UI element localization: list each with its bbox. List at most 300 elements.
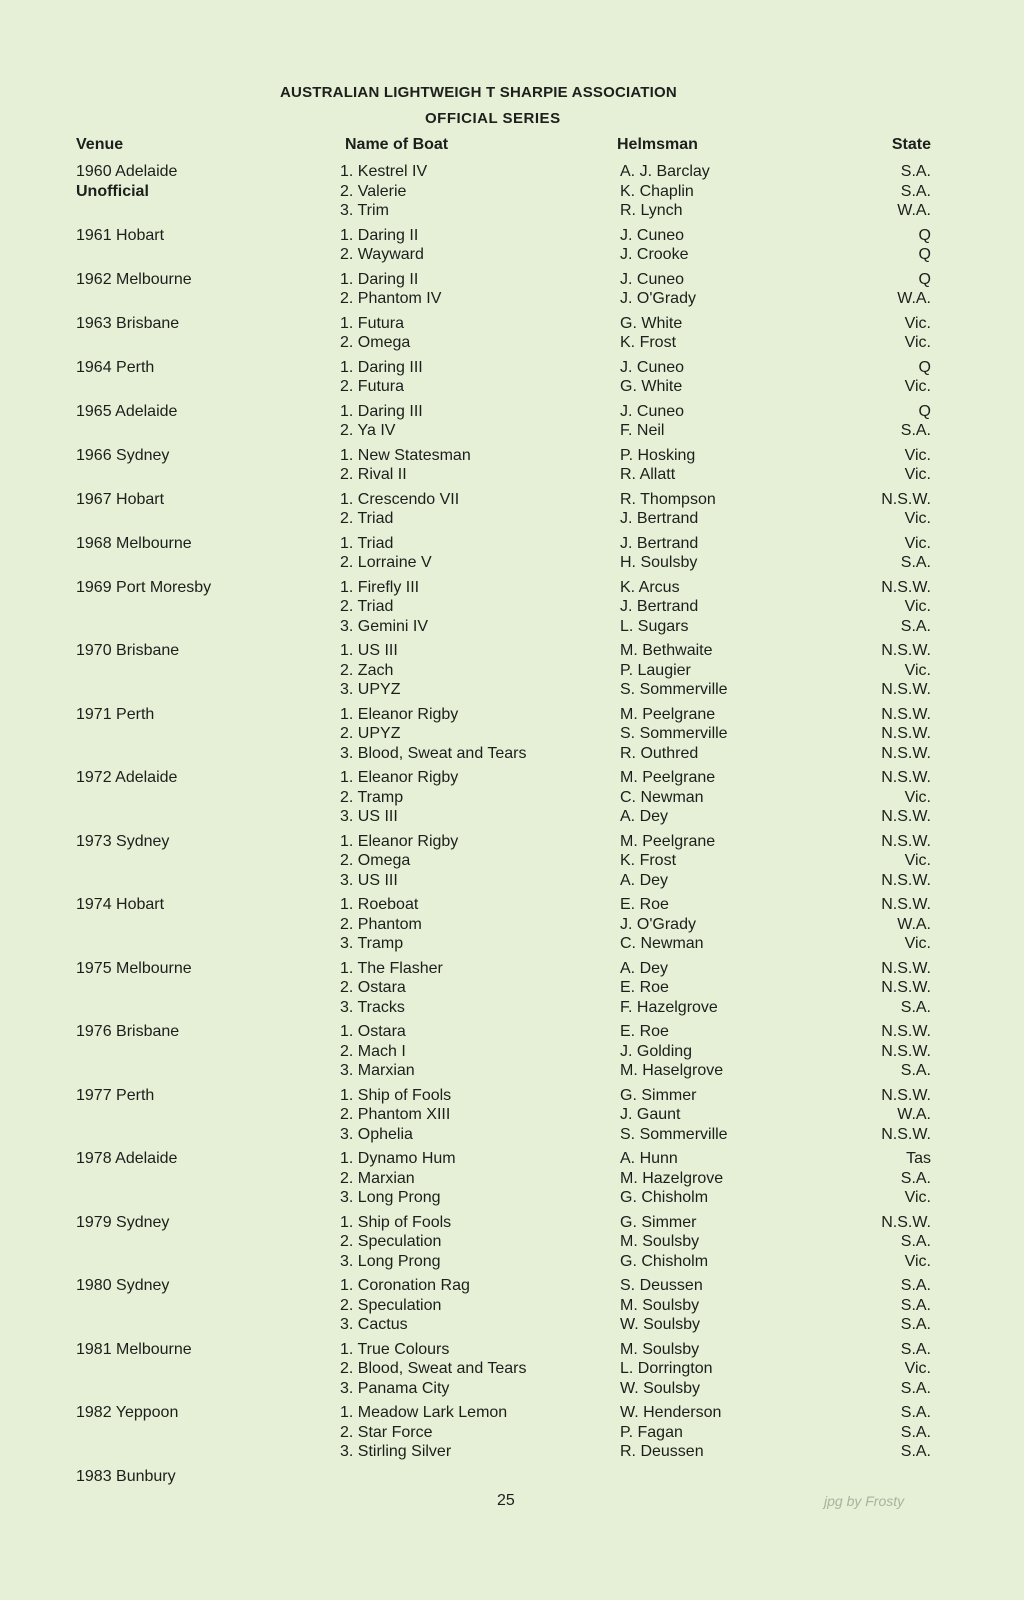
state-code: S.A. xyxy=(900,554,931,571)
state-code: Vic. xyxy=(904,935,931,952)
result-row xyxy=(0,597,1024,617)
result-row xyxy=(0,421,1024,441)
helmsman-name: G. White xyxy=(620,378,683,395)
result-row xyxy=(0,1379,1024,1399)
venue-label: 1978 Adelaide xyxy=(76,1150,178,1167)
helmsman-name: G. Chisholm xyxy=(620,1189,709,1206)
helmsman-name: F. Hazelgrove xyxy=(620,998,718,1016)
helmsman-name: R. Deussen xyxy=(620,1443,704,1460)
venue-label: 1982 Yeppoon xyxy=(76,1404,179,1421)
helmsman-name: C. Newman xyxy=(620,935,704,952)
state-code: N.S.W. xyxy=(881,1086,931,1104)
boat-name: 3. US III xyxy=(340,871,398,889)
result-row xyxy=(0,1125,1024,1145)
state-code: Q xyxy=(918,246,931,263)
state-code: Vic. xyxy=(904,378,931,395)
state-code: Q xyxy=(918,402,931,420)
boat-name: 3. Tramp xyxy=(340,935,404,952)
state-code: N.S.W. xyxy=(881,1213,931,1231)
boat-name: 2. Star Force xyxy=(340,1423,433,1441)
state-code: Vic. xyxy=(904,1189,931,1206)
venue-label: 1979 Sydney xyxy=(76,1213,170,1231)
venue-label: 1976 Brisbane xyxy=(76,1023,180,1040)
result-row xyxy=(0,978,1024,998)
venue-label: 1973 Sydney xyxy=(76,832,170,850)
state-code: S.A. xyxy=(900,1423,931,1441)
state-code: N.S.W. xyxy=(881,490,931,508)
result-row xyxy=(0,1105,1024,1125)
boat-name: 1. Eleanor Rigby xyxy=(340,769,459,786)
state-code: S.A. xyxy=(900,1443,931,1460)
result-row xyxy=(0,1359,1024,1379)
result-row xyxy=(0,465,1024,485)
helmsman-name: F. Neil xyxy=(620,422,665,439)
result-block xyxy=(0,641,1024,700)
state-code: N.S.W. xyxy=(881,1125,931,1143)
state-code: W.A. xyxy=(897,1106,931,1123)
state-code: N.S.W. xyxy=(881,959,931,977)
result-row xyxy=(0,509,1024,529)
venue-label: 1980 Sydney xyxy=(76,1277,170,1294)
result-block xyxy=(0,578,1024,637)
helmsman-name: E. Roe xyxy=(620,896,669,913)
result-row xyxy=(0,807,1024,827)
state-code: N.S.W. xyxy=(881,769,931,786)
boat-name: 2. Speculation xyxy=(340,1233,442,1250)
venue-label: 1961 Hobart xyxy=(76,226,165,244)
helmsman-name: H. Soulsby xyxy=(620,554,698,571)
result-row xyxy=(0,768,1024,788)
helmsman-name: J. Cuneo xyxy=(620,270,685,288)
result-row xyxy=(0,1213,1024,1233)
helmsman-name: J. Cuneo xyxy=(620,402,685,420)
result-block xyxy=(0,162,1024,221)
state-code: S.A. xyxy=(900,998,931,1016)
helmsman-name: K. Chaplin xyxy=(620,182,694,200)
helmsman-name: G. Simmer xyxy=(620,1213,697,1231)
state-code: Vic. xyxy=(904,1360,931,1377)
column-headers xyxy=(0,136,1024,158)
result-row xyxy=(0,289,1024,309)
state-code: S.A. xyxy=(900,1340,931,1358)
state-code: N.S.W. xyxy=(881,578,931,596)
boat-name: 3. US III xyxy=(340,808,398,825)
result-block xyxy=(0,1213,1024,1272)
boat-name: 2. UPYZ xyxy=(340,725,401,742)
result-row xyxy=(0,446,1024,466)
result-row xyxy=(0,553,1024,573)
result-row xyxy=(0,871,1024,891)
venue-label: 1970 Brisbane xyxy=(76,642,180,659)
result-row xyxy=(0,959,1024,979)
result-row xyxy=(0,314,1024,334)
result-block xyxy=(0,705,1024,764)
boat-name: 2. Lorraine V xyxy=(340,554,432,571)
helmsman-name: A. Dey xyxy=(620,871,669,889)
state-code: S.A. xyxy=(900,1404,931,1421)
result-row xyxy=(0,402,1024,422)
boat-name: 3. Trim xyxy=(340,202,389,219)
result-block xyxy=(0,358,1024,397)
state-code: Q xyxy=(918,226,931,244)
helmsman-column-header: Helmsman xyxy=(617,136,698,153)
result-row xyxy=(0,641,1024,661)
result-row xyxy=(0,226,1024,246)
result-block xyxy=(0,959,1024,1018)
state-code: Vic. xyxy=(904,1252,931,1270)
result-block xyxy=(0,832,1024,891)
result-row xyxy=(0,333,1024,353)
helmsman-name: J. Cuneo xyxy=(620,358,685,376)
boat-name: 3. Blood, Sweat and Tears xyxy=(340,744,527,762)
result-row xyxy=(0,744,1024,764)
boat-name: 2. Triad xyxy=(340,510,394,527)
boat-name: 1. Coronation Rag xyxy=(340,1277,470,1294)
boat-name: 2. Marxian xyxy=(340,1169,415,1187)
state-code: N.S.W. xyxy=(881,979,931,996)
result-row xyxy=(0,617,1024,637)
boat-name: 2. Ya IV xyxy=(340,422,396,439)
state-code: Vic. xyxy=(904,788,931,806)
state-code: S.A. xyxy=(900,422,931,439)
boat-name: 1. New Statesman xyxy=(340,446,471,464)
result-row xyxy=(0,724,1024,744)
helmsman-name: R. Lynch xyxy=(620,202,683,219)
boat-name: 3. UPYZ xyxy=(340,681,401,698)
helmsman-name: G. Simmer xyxy=(620,1086,697,1104)
result-block xyxy=(0,1467,1024,1487)
helmsman-name: W. Henderson xyxy=(620,1404,722,1421)
result-row xyxy=(0,1276,1024,1296)
state-code: S.A. xyxy=(900,1379,931,1397)
venue-label: 1963 Brisbane xyxy=(76,314,180,332)
helmsman-name: A. Dey xyxy=(620,959,669,977)
helmsman-name: A. Dey xyxy=(620,808,669,825)
boat-name: 2. Futura xyxy=(340,378,405,395)
helmsman-name: R. Outhred xyxy=(620,744,699,762)
state-code: Vic. xyxy=(904,598,931,615)
state-code: N.S.W. xyxy=(881,896,931,913)
helmsman-name: M. Hazelgrove xyxy=(620,1169,724,1187)
result-row xyxy=(0,490,1024,510)
state-code: S.A. xyxy=(900,617,931,635)
state-code: S.A. xyxy=(900,1062,931,1079)
result-row xyxy=(0,1042,1024,1062)
helmsman-name: K. Frost xyxy=(620,334,677,351)
result-block xyxy=(0,1340,1024,1399)
helmsman-name: R. Thompson xyxy=(620,490,716,508)
result-row xyxy=(0,534,1024,554)
venue-column-header: Venue xyxy=(76,136,124,153)
boat-name: 1. Triad xyxy=(340,534,394,552)
boat-name: 2. Speculation xyxy=(340,1296,442,1314)
helmsman-name: W. Soulsby xyxy=(620,1316,701,1333)
result-row xyxy=(0,1423,1024,1443)
boat-name: 2. Triad xyxy=(340,598,394,615)
result-row xyxy=(0,661,1024,681)
result-block xyxy=(0,534,1024,573)
helmsman-name: S. Sommerville xyxy=(620,681,728,698)
helmsman-name: J. Crooke xyxy=(620,246,689,263)
state-code: S.A. xyxy=(900,1169,931,1187)
state-code: Vic. xyxy=(904,510,931,527)
boat-name: 1. Daring II xyxy=(340,226,419,244)
helmsman-name: W. Soulsby xyxy=(620,1379,701,1397)
result-block xyxy=(0,1276,1024,1335)
helmsman-name: J. O'Grady xyxy=(620,290,696,307)
boat-name: 1. Firefly III xyxy=(340,578,420,596)
result-row xyxy=(0,201,1024,221)
boat-name: 3. Ophelia xyxy=(340,1125,413,1143)
helmsman-name: M. Bethwaite xyxy=(620,642,713,659)
helmsman-name: P. Hosking xyxy=(620,446,696,464)
helmsman-name: R. Allatt xyxy=(620,466,676,483)
boat-name: 1. Kestrel IV xyxy=(340,163,428,180)
result-row xyxy=(0,1232,1024,1252)
helmsman-name: G. Chisholm xyxy=(620,1252,709,1270)
state-code: S.A. xyxy=(900,1296,931,1314)
result-block xyxy=(0,1022,1024,1081)
boat-name: 1. Daring II xyxy=(340,270,419,288)
boat-name: 1. Ship of Fools xyxy=(340,1086,452,1104)
boat-name: 1. Eleanor Rigby xyxy=(340,832,459,850)
venue-label: 1966 Sydney xyxy=(76,446,170,464)
state-code: N.S.W. xyxy=(881,725,931,742)
result-block xyxy=(0,1086,1024,1145)
boat-name: 3. Panama City xyxy=(340,1379,450,1397)
result-block xyxy=(0,490,1024,529)
venue-label: 1967 Hobart xyxy=(76,490,165,508)
boat-name: 3. Tracks xyxy=(340,998,405,1016)
boat-name: 1. Dynamo Hum xyxy=(340,1150,456,1167)
venue-note: Unofficial xyxy=(76,182,149,200)
state-code: N.S.W. xyxy=(881,808,931,825)
state-code: Tas xyxy=(906,1150,931,1167)
result-row xyxy=(0,245,1024,265)
result-row xyxy=(0,998,1024,1018)
helmsman-name: P. Laugier xyxy=(620,661,691,679)
boat-name: 2. Phantom xyxy=(340,915,422,933)
boat-name: 3. Gemini IV xyxy=(340,617,429,635)
result-row xyxy=(0,1061,1024,1081)
venue-label: 1968 Melbourne xyxy=(76,534,192,552)
helmsman-name: J. Golding xyxy=(620,1042,693,1060)
venue-label: 1971 Perth xyxy=(76,705,155,723)
boat-name: 2. Blood, Sweat and Tears xyxy=(340,1360,527,1377)
boat-name: 3. Long Prong xyxy=(340,1189,441,1206)
venue-label: 1981 Melbourne xyxy=(76,1340,192,1358)
venue-label: 1969 Port Moresby xyxy=(76,578,212,596)
result-row xyxy=(0,1169,1024,1189)
boat-name: 1. US III xyxy=(340,642,398,659)
boat-name: 3. Long Prong xyxy=(340,1252,441,1270)
boat-name: 2. Valerie xyxy=(340,182,407,200)
helmsman-name: C. Newman xyxy=(620,788,704,806)
state-code: S.A. xyxy=(900,1316,931,1333)
state-column-header: State xyxy=(891,136,931,153)
state-code: N.S.W. xyxy=(881,642,931,659)
result-block xyxy=(0,402,1024,441)
state-code: N.S.W. xyxy=(881,832,931,850)
result-row xyxy=(0,915,1024,935)
helmsman-name: S. Deussen xyxy=(620,1277,703,1294)
helmsman-name: E. Roe xyxy=(620,979,669,996)
helmsman-name: L. Sugars xyxy=(620,617,689,635)
state-code: N.S.W. xyxy=(881,1042,931,1060)
result-block xyxy=(0,895,1024,954)
boat-name: 1. The Flasher xyxy=(340,959,443,977)
venue-label: 1974 Hobart xyxy=(76,896,165,913)
state-code: Vic. xyxy=(904,334,931,351)
state-code: Vic. xyxy=(904,446,931,464)
result-row xyxy=(0,1442,1024,1462)
result-row xyxy=(0,895,1024,915)
boat-name: 2. Mach I xyxy=(340,1042,406,1060)
helmsman-name: A. Hunn xyxy=(620,1150,678,1167)
helmsman-name: M. Peelgrane xyxy=(620,832,716,850)
state-code: Vic. xyxy=(904,534,931,552)
state-code: N.S.W. xyxy=(881,705,931,723)
state-code: W.A. xyxy=(897,290,931,307)
venue-label: 1964 Perth xyxy=(76,358,155,376)
venue-label: 1965 Adelaide xyxy=(76,402,178,420)
helmsman-name: E. Roe xyxy=(620,1023,669,1040)
venue-label: 1960 Adelaide xyxy=(76,163,178,180)
boat-name: 3. Stirling Silver xyxy=(340,1443,452,1460)
result-row xyxy=(0,578,1024,598)
boat-name: 1. Daring III xyxy=(340,402,423,420)
boat-name: 1. Ship of Fools xyxy=(340,1213,452,1231)
state-code: Vic. xyxy=(904,314,931,332)
result-row xyxy=(0,1403,1024,1423)
state-code: S.A. xyxy=(900,1277,931,1294)
page-number: 25 xyxy=(497,1492,515,1509)
boat-name: 1. Futura xyxy=(340,314,405,332)
boat-name: 2. Omega xyxy=(340,334,411,351)
result-row xyxy=(0,788,1024,808)
state-code: S.A. xyxy=(900,182,931,200)
boat-name: 2. Phantom IV xyxy=(340,290,442,307)
result-row xyxy=(0,1022,1024,1042)
boat-name: 1. Roeboat xyxy=(340,896,419,913)
boat-column-header: Name of Boat xyxy=(345,136,449,153)
result-row xyxy=(0,832,1024,852)
state-code: S.A. xyxy=(900,163,931,180)
result-row xyxy=(0,1315,1024,1335)
result-row xyxy=(0,162,1024,182)
result-row xyxy=(0,934,1024,954)
helmsman-name: G. White xyxy=(620,314,683,332)
venue-label: 1983 Bunbury xyxy=(76,1467,176,1485)
helmsman-name: M. Soulsby xyxy=(620,1233,700,1250)
boat-name: 2. Tramp xyxy=(340,788,404,806)
helmsman-name: K. Arcus xyxy=(620,578,680,596)
boat-name: 1. Crescendo VII xyxy=(340,490,460,508)
state-code: Vic. xyxy=(904,661,931,679)
result-row xyxy=(0,705,1024,725)
venue-label: 1975 Melbourne xyxy=(76,959,192,977)
helmsman-name: L. Dorrington xyxy=(620,1360,713,1377)
credit-watermark: jpg by Frosty xyxy=(824,1493,905,1509)
result-block xyxy=(0,314,1024,353)
result-row xyxy=(0,1086,1024,1106)
helmsman-name: J. Gaunt xyxy=(620,1106,681,1123)
result-row xyxy=(0,1340,1024,1360)
helmsman-name: J. Bertrand xyxy=(620,510,699,527)
result-block xyxy=(0,1149,1024,1208)
boat-name: 2. Wayward xyxy=(340,246,424,263)
boat-name: 2. Zach xyxy=(340,661,394,679)
helmsman-name: J. Bertrand xyxy=(620,598,699,615)
state-code: N.S.W. xyxy=(881,681,931,698)
helmsman-name: S. Sommerville xyxy=(620,725,728,742)
venue-label: 1977 Perth xyxy=(76,1086,155,1104)
helmsman-name: M. Soulsby xyxy=(620,1296,700,1314)
state-code: N.S.W. xyxy=(881,871,931,889)
document-subtitle: OFFICIAL SERIES xyxy=(425,110,561,127)
venue-label: 1972 Adelaide xyxy=(76,769,178,786)
state-code: Q xyxy=(918,358,931,376)
helmsman-name: J. Cuneo xyxy=(620,226,685,244)
state-code: Q xyxy=(918,270,931,288)
result-block xyxy=(0,270,1024,309)
document-title: AUSTRALIAN LIGHTWEIGH T SHARPIE ASSOCIATION xyxy=(280,84,677,101)
state-code: Vic. xyxy=(904,852,931,869)
state-code: N.S.W. xyxy=(881,1023,931,1040)
state-code: N.S.W. xyxy=(881,744,931,762)
helmsman-name: J. O'Grady xyxy=(620,915,696,933)
result-row xyxy=(0,270,1024,290)
result-row xyxy=(0,182,1024,202)
helmsman-name: M. Soulsby xyxy=(620,1340,700,1358)
boat-name: 1. Ostara xyxy=(340,1023,406,1040)
state-code: S.A. xyxy=(900,1233,931,1250)
helmsman-name: K. Frost xyxy=(620,852,677,869)
boat-name: 1. Meadow Lark Lemon xyxy=(340,1404,508,1421)
result-row xyxy=(0,1188,1024,1208)
helmsman-name: M. Peelgrane xyxy=(620,769,716,786)
boat-name: 2. Rival II xyxy=(340,466,407,483)
result-row xyxy=(0,1252,1024,1272)
boat-name: 3. Marxian xyxy=(340,1062,415,1079)
venue-cell xyxy=(76,1467,176,1487)
helmsman-name: M. Peelgrane xyxy=(620,705,716,723)
helmsman-name: M. Haselgrove xyxy=(620,1062,724,1079)
helmsman-name: J. Bertrand xyxy=(620,534,699,552)
result-block xyxy=(0,226,1024,265)
boat-name: 2. Ostara xyxy=(340,979,406,996)
boat-name: 2. Phantom XIII xyxy=(340,1106,451,1123)
result-block xyxy=(0,768,1024,827)
boat-name: 1. True Colours xyxy=(340,1340,450,1358)
helmsman-name: A. J. Barclay xyxy=(620,163,710,180)
result-row xyxy=(0,680,1024,700)
results-list xyxy=(0,162,1024,1491)
result-row xyxy=(0,851,1024,871)
result-row xyxy=(0,358,1024,378)
boat-name: 1. Daring III xyxy=(340,358,423,376)
result-block xyxy=(0,446,1024,485)
result-block xyxy=(0,1403,1024,1462)
state-code: Vic. xyxy=(904,466,931,483)
result-row xyxy=(0,1149,1024,1169)
helmsman-name: S. Sommerville xyxy=(620,1125,728,1143)
boat-name: 3. Cactus xyxy=(340,1316,408,1333)
state-code: W.A. xyxy=(897,202,931,219)
venue-label: 1962 Melbourne xyxy=(76,270,192,288)
result-row xyxy=(0,1296,1024,1316)
state-code: W.A. xyxy=(897,915,931,933)
